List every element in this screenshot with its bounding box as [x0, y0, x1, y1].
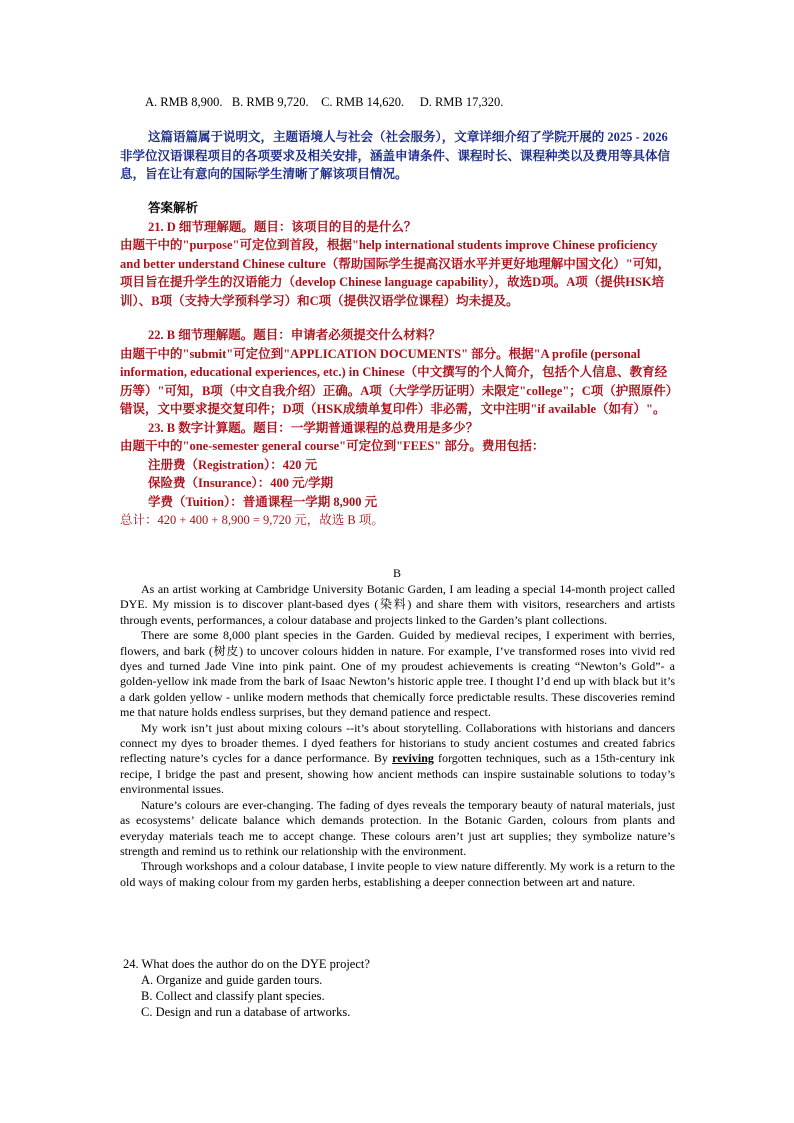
q23-fees-intro: 由题干中的"one-semester general course"可定位到"FEES" 部分。费用包括： — [120, 439, 545, 453]
passage-paragraph-1: As an artist working at Cambridge University Botanic Garden, I am leading a special 14-month project called DYE. My mission is to discover plant-based dyes (染料) and share them with visitors, researchers and artists through events, performances, a colour database and projects linked to the Garden’s plant collections. — [120, 582, 675, 627]
q21-body: 由题干中的"purpose"可定位到首段，根据"help international students improve Chinese proficiency and better understand Chinese culture（帮助国际学生提高汉语水平并更好地理解中国文化）"可知，项目旨在提升学生的汉语能力（develop Chinese language capability），故选D项。A项（提供HSK培训）、B项（支持大学预科学习）和C项（提供汉语学位课程）均未提及。 — [120, 238, 671, 308]
question-24-option-a: A. Organize and guide garden tours. — [141, 973, 323, 987]
question-24-stem: 24. What does the author do on the DYE project? — [123, 957, 370, 971]
analysis-title: 答案解析 — [148, 201, 199, 215]
passage-paragraph-4: Nature’s colours are ever-changing. The fading of dyes reveals the temporary beauty of natural materials, just as ecosystems’ delicate balance which demands protection. In the Botanic Garden, colours from plants and everyday materials teach me to accept change. These colours aren’t just art supplies; they symbolize nature’s strength and remind us to rethink our relationship with the environment. — [120, 797, 675, 858]
analysis-q22 — [120, 326, 678, 419]
analysis-q23 — [120, 419, 678, 530]
question-24-option-c: C. Design and run a database of artworks. — [141, 1005, 351, 1019]
q23-fee-insurance: 保险费（Insurance）：400 元/学期 — [148, 476, 334, 490]
passage-summary: 这篇语篇属于说明文，主题语境人与社会（社会服务），文章详细介绍了学院开展的 2025 - 2026 非学位汉语课程项目的各项要求及相关安排，涵盖申请条件、课程时长、课程种类以及费用等具体信息，旨在让有意向的国际学生清晰了解该项目情况。 — [120, 130, 671, 181]
passage-paragraph-2: There are some 8,000 plant species in the Garden. Guided by medieval recipes, I experiment with berries, flowers, and bark (树皮) to uncover colours hidden in nature. For example, I’ve transformed roses into vivid red dyes and turned Jade Vine into pink paint. One of my proudest achievements is creating “Newton’s Gold”- a golden-yellow ink made from the bark of Isaac Newton’s historic apple tree. I thought I’d end up with black but it’s a dark golden yellow - unlike modern methods that chemically force predictable results. These discoveries remind me that nature holds endless surprises, but they demand patience and respect. — [120, 628, 675, 720]
passage-paragraph-3 — [120, 721, 675, 798]
question-24-option-b: B. Collect and classify plant species. — [141, 989, 325, 1003]
question-20-options: A. RMB 8,900. B. RMB 9,720. C. RMB 14,620. D. RMB 17,320. — [145, 95, 504, 109]
p3-text-after: forgotten techniques, such as a 15th-century ink recipe, I bridge the past and present, showing how ancient methods can inspire sustainable solutions to today’s environmental issues. — [120, 751, 675, 797]
q23-fee-tuition: 学费（Tuition）：普通课程一学期 8,900 元 — [148, 494, 378, 509]
q21-heading: 21. D 细节理解题。题目：该项目的目的是什么？ — [148, 219, 417, 234]
q22-heading: 22. B 细节理解题。题目：申请者必须提交什么材料？ — [148, 328, 441, 342]
section-label: B — [392, 566, 401, 580]
q22-body: 由题干中的"submit"可定位到"APPLICATION DOCUMENTS" 部分。根据"A profile (personal information, educational experiences, etc.) in Chinese（中文撰写的个人简介，包括个人信息、教育经历等）"可知，B项（中文自我介绍）正确。A项（大学学历证明）未限定"college"；C项（护照原件）错误，文中要求提交复印件；D项（HSK成绩单复印件）非必需，文中注明"if available（如有）"。 — [120, 346, 673, 416]
q23-heading: 23. B 数字计算题。题目：一学期普通课程的总费用是多少？ — [148, 420, 479, 435]
reading-passage — [120, 582, 675, 890]
passage-paragraph-5: Through workshops and a colour database, I invite people to view nature differently. My work is a return to the old ways of making colour from my garden herbs, establishing a deeper connection between art and nature. — [120, 859, 675, 889]
q23-fee-registration: 注册费（Registration）：420 元 — [148, 457, 318, 472]
q23-total: 总计：420 + 400 + 8,900 = 9,720 元，故选 B 项。 — [120, 513, 384, 527]
underlined-word: reviving — [392, 751, 434, 766]
question-24 — [123, 956, 683, 1020]
answer-analysis — [120, 199, 678, 530]
p3-text-before: My work isn’t just about mixing colours --it’s about storytelling. Collaborations with historians and dancers connect my dyes to broader themes. I dyed feathers for historians to study ancient costumes and created fabrics reflecting nature’s cycles for a dance performance. By — [120, 720, 675, 766]
analysis-q21 — [120, 218, 678, 311]
